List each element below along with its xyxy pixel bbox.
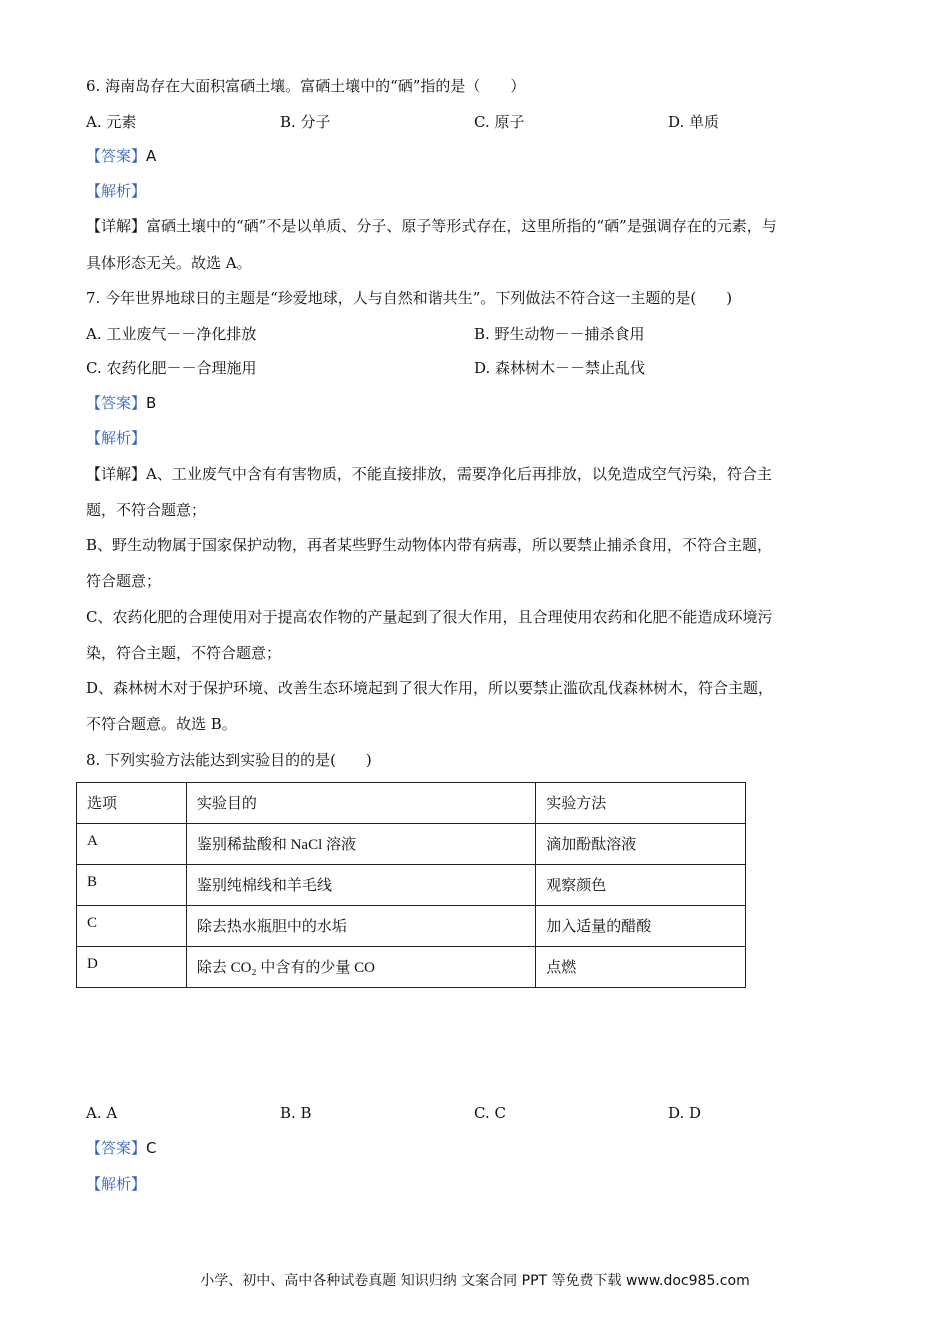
table-row — [77, 824, 746, 865]
table-header-cell: 实验目的 — [186, 783, 535, 824]
q7-detail-line-1 — [86, 464, 772, 484]
q7-analysis-tag: 【解析】 — [86, 429, 147, 447]
table-cell: B — [77, 865, 187, 906]
q7-detail-line-3: B、野生动物属于国家保护动物，再者某些野生动物体内带有病毒，所以要禁止捕杀食用，不符合主题， — [86, 536, 773, 554]
q6-detail-line-2: 具体形态无关。故选 A。 — [86, 254, 252, 272]
table-cell: 滴加酚酞溶液 — [536, 824, 746, 865]
q6-option-a: A. 元素 — [86, 113, 137, 131]
q6-option-b: B. 分子 — [280, 113, 331, 131]
table-header-cell: 选项 — [77, 783, 187, 824]
q7-detail-line-8: 不符合题意。故选 B。 — [86, 715, 237, 733]
answer-value: C — [146, 1139, 157, 1157]
page-footer: 小学、初中、高中各种试卷真题 知识归纳 文案合同 PPT 等免费下载 www.doc985.com — [200, 1273, 750, 1289]
answer-tag: 【答案】 — [86, 1139, 147, 1157]
table-cell: 观察颜色 — [536, 865, 746, 906]
q8-stem: 8. 下列实验方法能达到实验目的的是( ) — [86, 751, 372, 769]
table-header-row — [77, 783, 746, 824]
table-cell: C — [77, 906, 187, 947]
answer-value: A — [146, 147, 157, 165]
q8-analysis-tag: 【解析】 — [86, 1175, 147, 1193]
q7-option-a: A. 工业废气－－净化排放 — [86, 325, 257, 343]
table-cell: 鉴别纯棉线和羊毛线 — [186, 865, 535, 906]
answer-tag: 【答案】 — [86, 147, 147, 165]
q6-detail-line-1 — [86, 216, 777, 236]
experiment-table — [76, 782, 746, 988]
q7-detail-line-4: 符合题意； — [86, 572, 162, 590]
table-cell: 除去热水瓶胆中的水垢 — [186, 906, 535, 947]
detail-tag: 【详解】 — [86, 217, 147, 235]
q7-option-c: C. 农药化肥－－合理施用 — [86, 359, 257, 377]
q6-option-d: D. 单质 — [668, 113, 720, 131]
q7-option-b: B. 野生动物－－捕杀食用 — [474, 325, 645, 343]
table-cell: 点燃 — [536, 947, 746, 988]
table-cell: A — [77, 824, 187, 865]
table-cell: 鉴别稀盐酸和 NaCl 溶液 — [186, 824, 535, 865]
table-row — [77, 906, 746, 947]
answer-tag: 【答案】 — [86, 394, 147, 412]
detail-tag: 【详解】 — [86, 465, 147, 483]
table-cell: 除去 CO₂ 中含有的少量 CO — [186, 947, 535, 988]
table-row — [77, 947, 746, 988]
q8-answer — [86, 1138, 157, 1158]
table-row — [77, 865, 746, 906]
table-header-cell: 实验方法 — [536, 783, 746, 824]
detail-text: A、工业废气中含有有害物质，不能直接排放，需要净化后再排放，以免造成空气污染，符合主 — [146, 465, 772, 483]
q8-option-c: C. C — [474, 1104, 506, 1122]
q7-detail-line-6: 染，符合主题，不符合题意； — [86, 644, 282, 662]
detail-text: 富硒土壤中的“硒”不是以单质、分子、原子等形式存在，这里所指的“硒”是强调存在的元素，与 — [146, 217, 777, 235]
q7-detail-line-5: C、农药化肥的合理使用对于提高农作物的产量起到了很大作用，且合理使用农药和化肥不能造成环境污 — [86, 608, 773, 626]
q8-option-a: A. A — [86, 1104, 118, 1122]
q6-analysis-tag: 【解析】 — [86, 182, 147, 200]
q6-stem: 6. 海南岛存在大面积富硒土壤。富硒土壤中的“硒”指的是（ ） — [86, 77, 526, 95]
table-cell: 加入适量的醋酸 — [536, 906, 746, 947]
q7-answer — [86, 393, 156, 413]
q8-option-b: B. B — [280, 1104, 312, 1122]
q7-detail-line-2: 题，不符合题意； — [86, 501, 207, 519]
q7-detail-line-7: D、森林树木对于保护环境、改善生态环境起到了很大作用，所以要禁止滥砍乱伐森林树木，符合主题， — [86, 679, 774, 697]
q8-option-d: D. D — [668, 1104, 702, 1122]
q6-answer — [86, 146, 156, 166]
q7-option-d: D. 森林树木－－禁止乱伐 — [474, 359, 646, 377]
table-cell: D — [77, 947, 187, 988]
q7-stem: 7. 今年世界地球日的主题是“珍爱地球，人与自然和谐共生”。下列做法不符合这一主题的是( ) — [86, 289, 733, 307]
answer-value: B — [146, 394, 157, 412]
q6-option-c: C. 原子 — [474, 113, 525, 131]
